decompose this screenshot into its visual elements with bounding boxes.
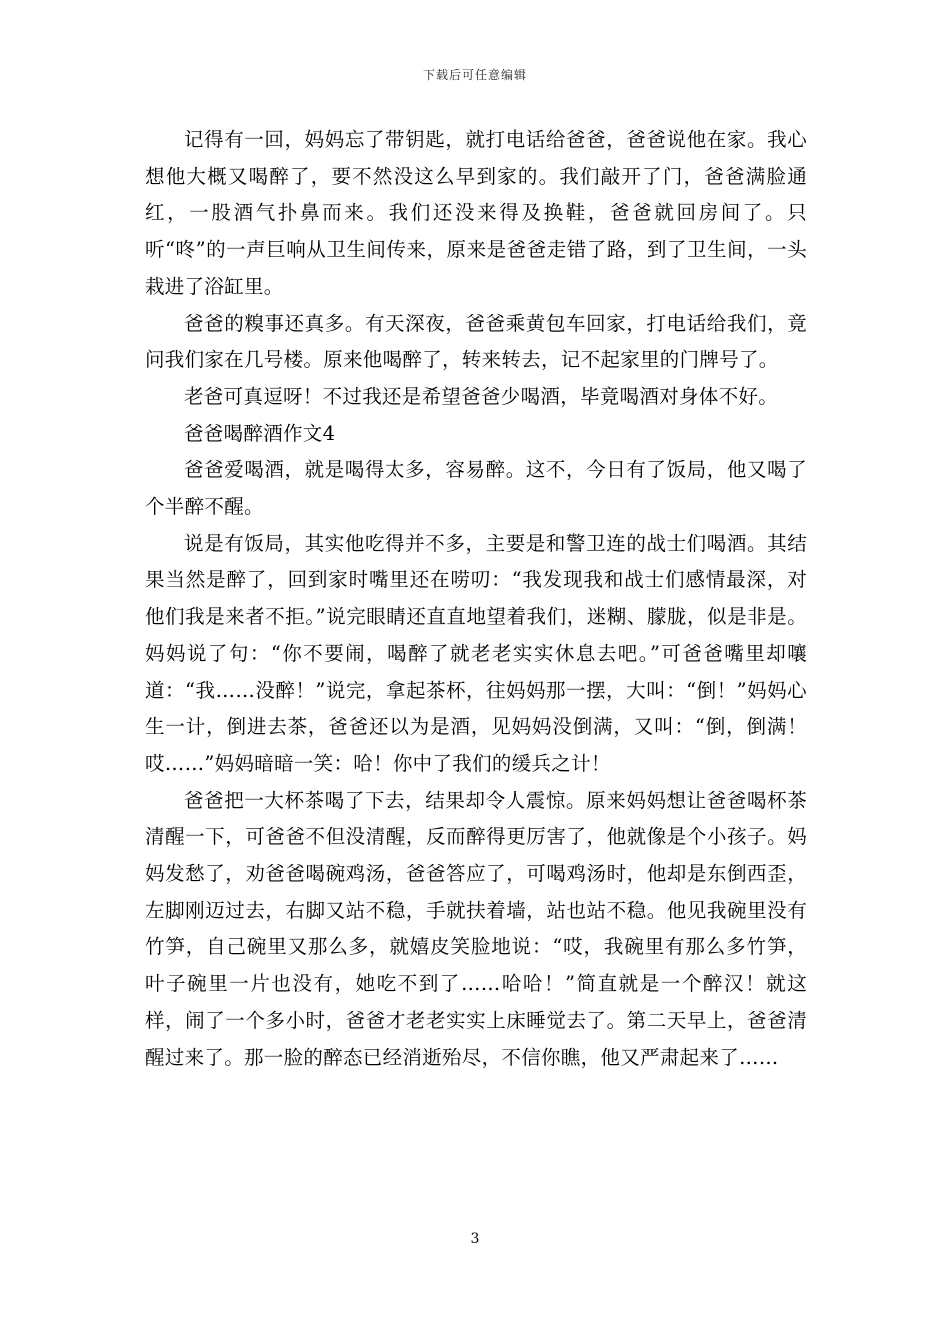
paragraph-3: 老爸可真逗呀！不过我还是希望爸爸少喝酒，毕竟喝酒对身体不好。 [184,384,779,408]
page-number: 3 [470,1231,480,1247]
page-header-note: 下载后可任意编辑 [422,68,527,82]
paragraph-5: 爸爸爱喝酒，就是喝得太多，容易醉。这不，今日有了饭局，他又喝了个半醉不醒。 [145,458,807,519]
document-body [145,122,807,1076]
paragraph-1: 记得有一回，妈妈忘了带钥匙，就打电话给爸爸，爸爸说他在家。我心想他大概又喝醉了，要不然没这么早到家的。我们敲开了门，爸爸满脸通红，一股酒气扑鼻而来。我们还没来得及换鞋，爸爸就回房间了。只听“咚”的一声巨响从卫生间传来，原来是爸爸走错了路，到了卫生间，一头栽进了浴缸里。 [145,128,807,298]
paragraph-7: 爸爸把一大杯茶喝了下去，结果却令人震惊。原来妈妈想让爸爸喝杯茶清醒一下，可爸爸不但没清醒，反而醉得更厉害了，他就像是个小孩子。妈妈发愁了，劝爸爸喝碗鸡汤，爸爸答应了，可喝鸡汤时，他却是东倒西歪，左脚刚迈过去，右脚又站不稳，手就扶着墙，站也站不稳。他见我碗里没有竹笋，自己碗里又那么多，就嬉皮笑脸地说：“哎，我碗里有那么多竹笋，叶子碗里一片也没有，她吃不到了……哈哈！”简直就是一个醉汉！就这样，闹了一个多小时，爸爸才老老实实上床睡觉去了。第二天早上，爸爸清醒过来了。那一脸的醉态已经消逝殆尽，不信你瞧，他又严肃起来了…… [145,788,807,1069]
paragraph-6: 说是有饭局，其实他吃得并不多，主要是和警卫连的战士们喝酒。其结果当然是醉了，回到家时嘴里还在唠叨：“我发现我和战士们感情最深，对他们我是来者不拒。”说完眼睛还直直地望着我们，迷糊、朦胧，似是非是。妈妈说了句：“你不要闹，喝醉了就老老实实休息去吧。”可爸爸嘴里却嚷道：“我……没醉！”说完，拿起茶杯，往妈妈那一摆，大叫：“倒！”妈妈心生一计，倒进去茶，爸爸还以为是酒，见妈妈没倒满，又叫：“倒，倒满！哎……”妈妈暗暗一笑：哈！你中了我们的缓兵之计！ [145,531,807,775]
section-heading: 爸爸喝醉酒作文4 [184,421,336,445]
paragraph-2: 爸爸的糗事还真多。有天深夜，爸爸乘黄包车回家，打电话给我们，竟问我们家在几号楼。原来他喝醉了，转来转去，记不起家里的门牌号了。 [145,311,807,372]
